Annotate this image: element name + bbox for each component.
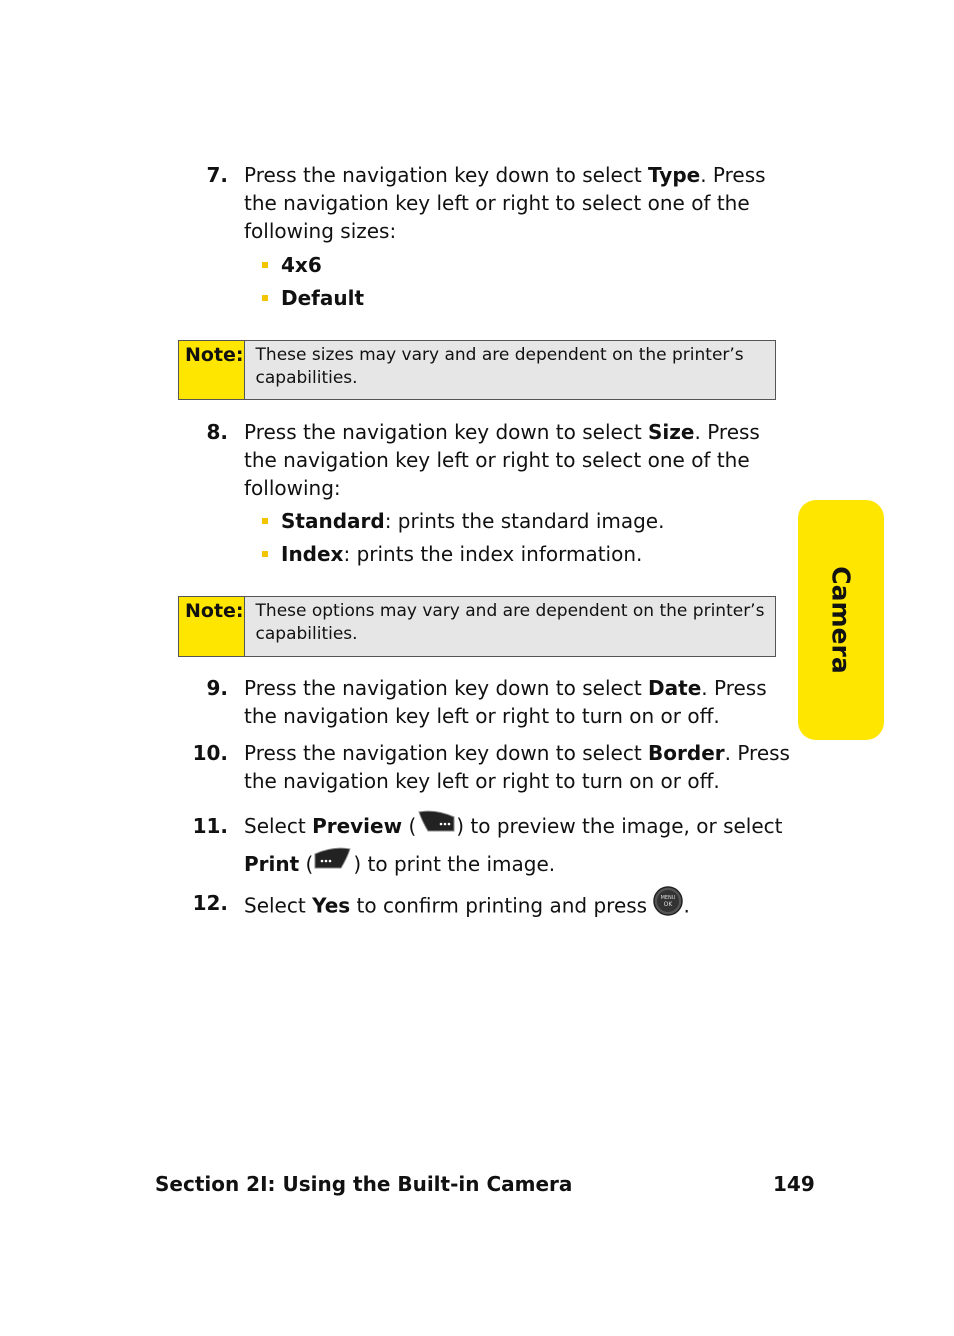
- note-text: These sizes may vary and are dependent on the printer’s capabilities.: [255, 345, 744, 388]
- bullet-icon: [262, 295, 268, 301]
- bullet-icon: [262, 262, 268, 268]
- svg-text:MENU: MENU: [661, 895, 676, 901]
- page-number: 149: [773, 1172, 815, 1196]
- step-text: Select Preview ( ) to preview the image, or select Print ( ) to print the image.: [244, 808, 790, 883]
- menu-ok-key-icon: [653, 886, 683, 924]
- bullet-icon: [262, 551, 268, 557]
- note-box: [178, 340, 776, 400]
- step-9: [190, 674, 790, 730]
- list-item: Default: [262, 284, 364, 312]
- step-number: 9.: [206, 676, 228, 700]
- step-11: [190, 808, 790, 883]
- step-number: 12.: [192, 891, 228, 915]
- note-label: Note:: [179, 341, 245, 399]
- step-text: Press the navigation key down to select Type. Press the navigation key left or right to select one of the following sizes:: [244, 163, 766, 243]
- note-text: These options may vary and are dependent on the printer’s capabilities.: [255, 601, 765, 644]
- note-label: Note:: [179, 597, 245, 656]
- step-text: Press the navigation key down to select Date. Press the navigation key left or right to turn on or off.: [244, 676, 767, 728]
- step-text: Select Yes to confirm printing and press MENU OK .: [244, 888, 790, 926]
- list-item: Standard: prints the standard image.: [262, 507, 664, 535]
- svg-text:OK: OK: [664, 901, 673, 908]
- section-tab: [798, 500, 884, 740]
- list-item: Index: prints the index information.: [262, 540, 642, 568]
- step-number: 10.: [192, 741, 228, 765]
- right-softkey-icon: [416, 808, 456, 844]
- step-8: [190, 418, 790, 502]
- left-softkey-icon: [313, 845, 353, 881]
- bullet-icon: [262, 518, 268, 524]
- step-7: [190, 161, 790, 245]
- step-12: [190, 888, 790, 926]
- section-tab-label: Camera: [826, 566, 856, 674]
- list-item: 4x6: [262, 251, 322, 279]
- step-number: 8.: [206, 420, 228, 444]
- step-text: Press the navigation key down to select Size. Press the navigation key left or right to select one of the following:: [244, 420, 760, 500]
- footer-section: Section 2I: Using the Built-in Camera: [155, 1172, 573, 1196]
- step-number: 7.: [206, 163, 228, 187]
- step-text: Press the navigation key down to select Border. Press the navigation key left or right to turn on or off.: [244, 741, 790, 793]
- step-10: [190, 739, 790, 795]
- note-box: [178, 596, 776, 657]
- step-number: 11.: [192, 814, 228, 838]
